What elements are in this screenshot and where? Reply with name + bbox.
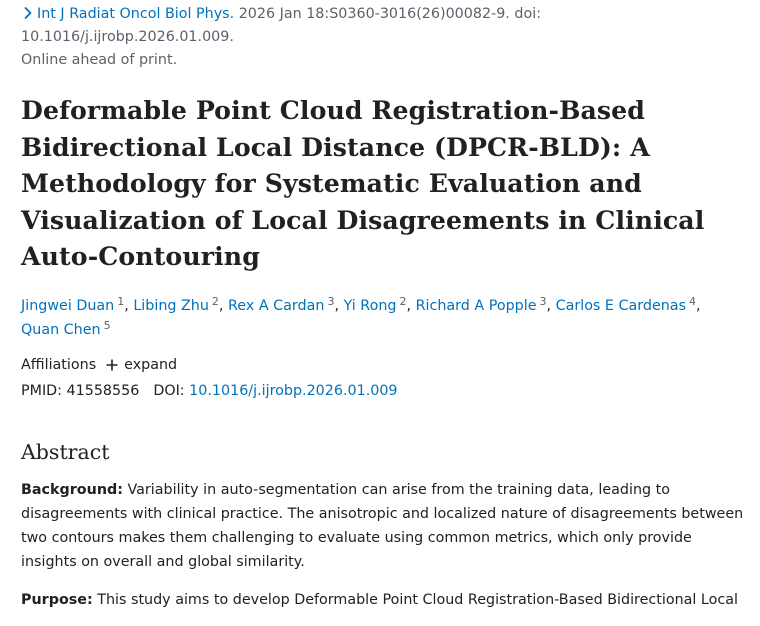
pmid-value: 41558556 — [66, 382, 140, 399]
author-affiliation-number[interactable]: 3 — [539, 294, 547, 308]
article-page — [21, 0, 747, 626]
section-label: Background: — [21, 481, 123, 498]
journal-link[interactable]: Int J Radiat Oncol Biol Phys. — [37, 6, 235, 22]
author-link[interactable]: Libing Zhu — [133, 297, 209, 314]
doi-link[interactable]: 10.1016/j.ijrobp.2026.01.009 — [189, 382, 398, 399]
section-text: Variability in auto-segmentation can arise from the training data, leading to disagreements with clinical practice. The anisotropic and localized nature of disagreements between two contours makes them challenging to evaluate using common metrics, which only provide insights on overall and global similarity. — [21, 481, 744, 570]
plus-icon — [106, 359, 118, 371]
section-text: This study aims to develop Deformable Point Cloud Registration-Based Bidirectional Local — [92, 591, 738, 608]
citation-details: 2026 Jan 18:S0360-3016(26)00082-9. doi: 10.1016/j.ijrobp.2026.01.009. — [21, 6, 542, 45]
author-link[interactable]: Rex A Cardan — [228, 297, 325, 314]
author-link[interactable]: Richard A Popple — [415, 297, 537, 314]
author-list: Jingwei Duan $^1$, Libing Zhu $^2$, Rex A Cardan $^3$, Yi Rong $^2$, Richard A Popple $^3$, Carlos E Cardenas $^4$, Quan Chen $^5$ — [21, 294, 701, 338]
author-link[interactable]: Carlos E Cardenas — [555, 297, 687, 314]
chevron-right-icon — [21, 6, 35, 20]
publication-status: Online ahead of print. — [21, 52, 178, 68]
article-title: Deformable Point Cloud Registration-Based Bidirectional Local Distance (DPCR-BLD): A Methodology for Systematic Evaluation and Visualization of Local Disagreements in Clinical Auto-Contouring — [21, 95, 705, 271]
abstract-heading: Abstract — [21, 439, 110, 464]
author-link[interactable]: Quan Chen — [21, 321, 101, 338]
affiliations-toggle[interactable] — [21, 355, 747, 375]
abstract-purpose — [21, 588, 747, 612]
author-link[interactable]: Yi Rong — [343, 297, 397, 314]
author-affiliation-number[interactable]: 2 — [211, 294, 219, 308]
doi-label: DOI: — [153, 382, 185, 399]
pmid-label: PMID: — [21, 382, 62, 399]
author-link[interactable]: Jingwei Duan — [21, 297, 115, 314]
affiliations-label: Affiliations — [21, 356, 97, 373]
abstract-background — [21, 478, 747, 574]
author-affiliation-number[interactable]: 2 — [399, 294, 407, 308]
author-affiliation-number[interactable]: 4 — [689, 294, 697, 308]
author-affiliation-number[interactable]: 1 — [117, 294, 125, 308]
expand-label[interactable]: expand — [124, 356, 178, 373]
article-identifiers — [21, 381, 747, 401]
author-affiliation-number[interactable]: 3 — [327, 294, 335, 308]
journal-citation — [21, 3, 747, 72]
section-label: Purpose: — [21, 591, 93, 608]
author-affiliation-number[interactable]: 5 — [103, 318, 111, 332]
